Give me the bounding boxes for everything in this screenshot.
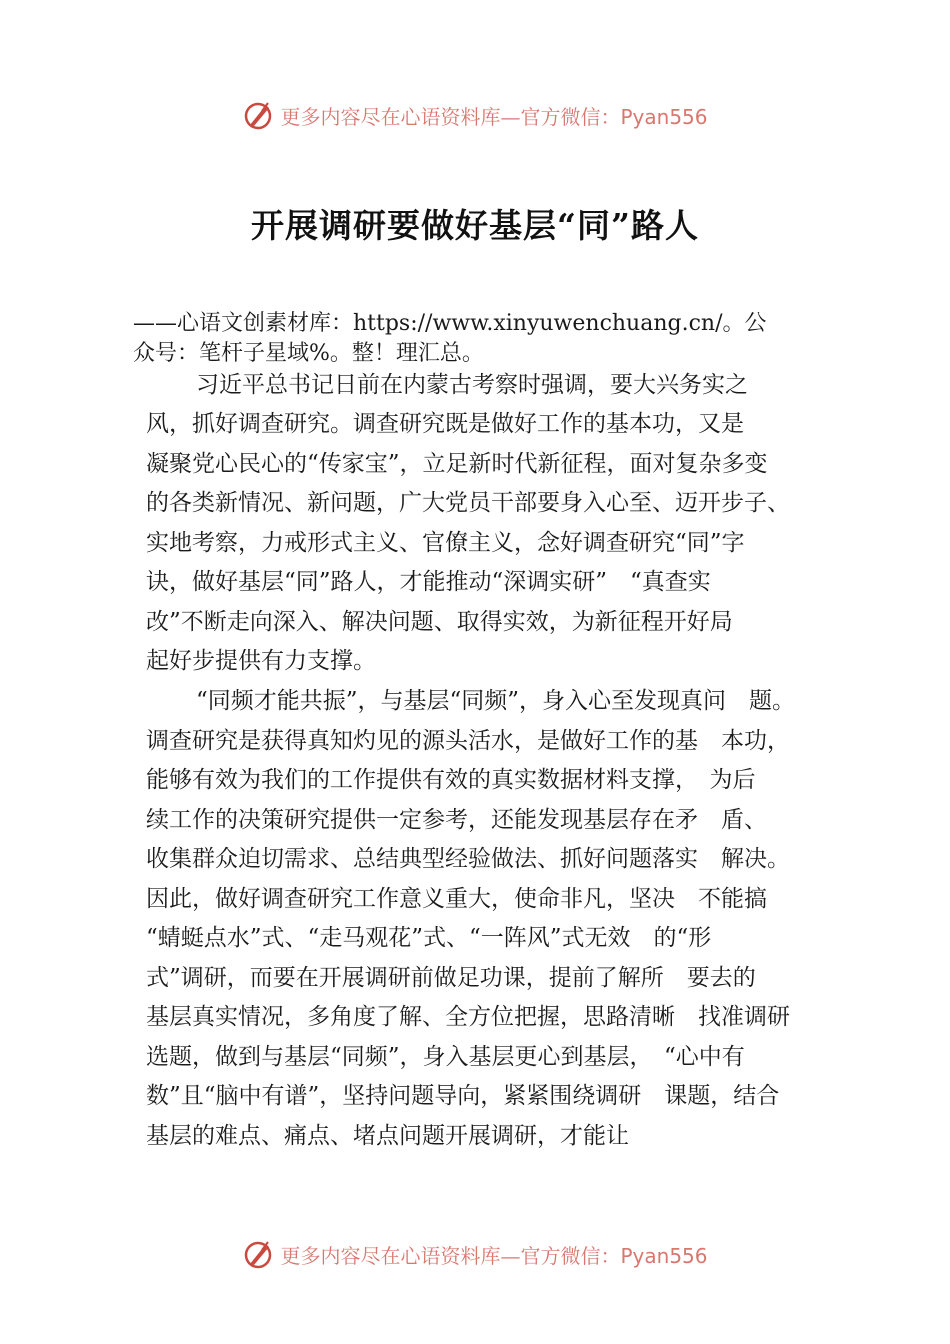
quill-logo-icon (242, 99, 274, 131)
paragraph-line: “同频才能共振”，与基层“同频”，身入心至发现真问 题。 (196, 688, 796, 714)
paragraph-line: 调查研究是获得真知灼见的源头活水，是做好工作的基 本功， (146, 728, 790, 754)
paragraph-line: 数”且“脑中有谱”，坚持问题导向，紧紧围绕调研 课题，结合 (146, 1083, 780, 1109)
footer-banner (0, 1234, 950, 1274)
banner-text: 更多内容尽在心语资料库—官方微信：Pyan556 (280, 1243, 708, 1268)
paragraph-line: 选题，做到与基层“同频”，身入基层更心到基层， “心中有 (146, 1044, 745, 1070)
paragraph-line: 基层的难点、痛点、堵点问题开展调研，才能让 (146, 1123, 629, 1149)
paragraph-line: 能够有效为我们的工作提供有效的真实数据材料支撑， 为后 (146, 767, 756, 793)
paragraph-line: 实地考察，力戒形式主义、官僚主义，念好调查研究“同”字 (146, 530, 745, 556)
paragraph-line: 式”调研，而要在开展调研前做足功课，提前了解所 要去的 (146, 965, 756, 991)
paragraph-line: 起好步提供有力支撑。 (146, 648, 376, 674)
document-title: 开展调研要做好基层“同”路人 (251, 206, 699, 245)
paragraph-line: 凝聚党心民心的“传家宝”，立足新时代新征程，面对复杂多变 (146, 451, 768, 477)
paragraph-line: 的各类新情况、新问题，广大党员干部要身入心至、迈开步子、 (146, 490, 790, 516)
paragraph-line: “蜻蜓点水”式、“走马观花”式、“一阵风”式无效 的“形 (146, 925, 712, 951)
paragraph-line: 因此，做好调查研究工作意义重大，使命非凡，坚决 不能搞 (146, 886, 767, 912)
paragraph-line: 续工作的决策研究提供一定参考，还能发现基层存在矛 盾、 (146, 807, 767, 833)
header-banner (0, 95, 950, 135)
source-line: ——心语文创素材库：https://www.xinyuwenchuang.cn/。公 (133, 311, 767, 336)
source-line: 众号：笔杆子星域%。整！理汇总。 (133, 341, 484, 366)
paragraph-line: 诀，做好基层“同”路人，才能推动“深调实研” “真查实 (146, 569, 711, 595)
banner-text: 更多内容尽在心语资料库—官方微信：Pyan556 (280, 104, 708, 129)
paragraph-line: 风，抓好调查研究。调查研究既是做好工作的基本功，又是 (146, 411, 744, 437)
quill-logo-icon (242, 1238, 274, 1270)
paragraph-line: 习近平总书记日前在内蒙古考察时强调，要大兴务实之 (196, 372, 748, 398)
paragraph-line: 基层真实情况，多角度了解、全方位把握，思路清晰 找准调研 (146, 1004, 790, 1030)
paragraph-line: 改”不断走向深入、解决问题、取得实效，为新征程开好局 (146, 609, 733, 635)
paragraph-line: 收集群众迫切需求、总结典型经验做法、抓好问题落实 解决。 (146, 846, 790, 872)
